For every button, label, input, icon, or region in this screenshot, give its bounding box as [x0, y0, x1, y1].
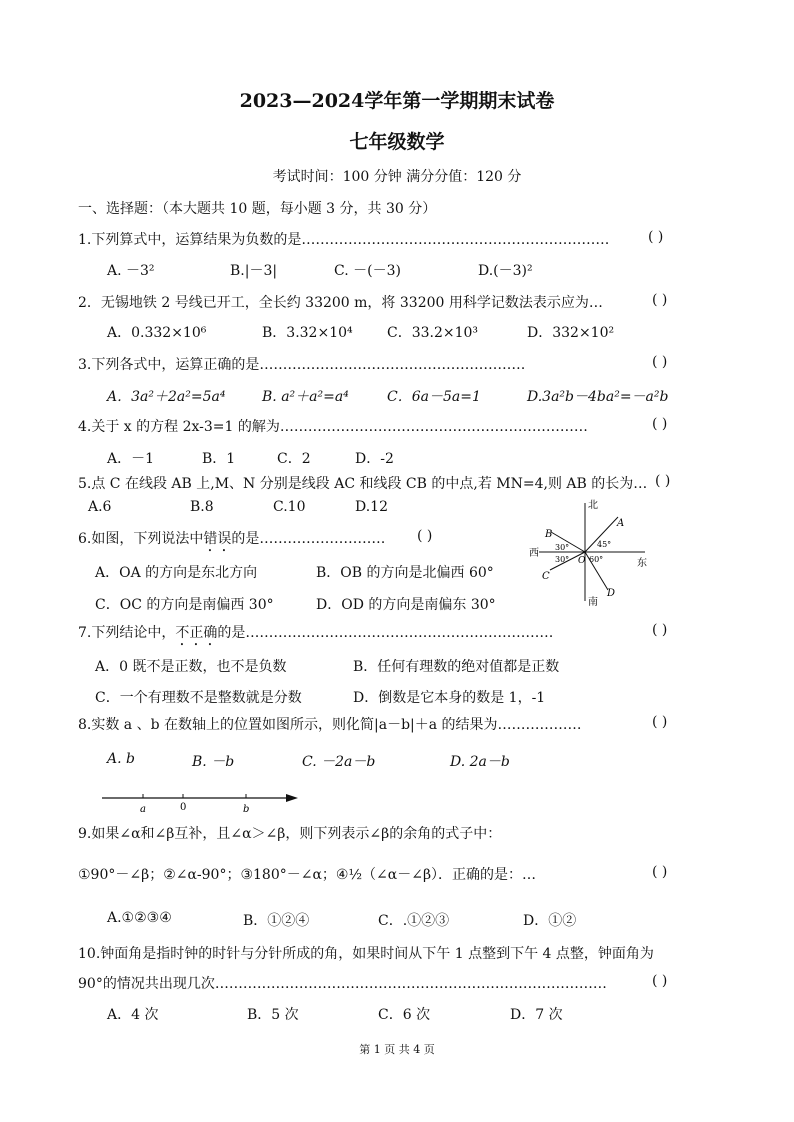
exam-title: 2023—2024学年第一学期期末试卷 — [239, 90, 555, 112]
q10-option-a: A．4 次 — [107, 1007, 159, 1023]
question-10-stem: 10.钟面角是指时钟的时针与分针所成的角，如果时间从下午 1 点整到下午 4 点整，钟面角为 — [78, 946, 654, 962]
q8-option-d: D. 2a－b — [450, 754, 510, 770]
label-east: 东 — [637, 558, 647, 569]
q2-option-d: D．332×10² — [527, 325, 615, 341]
label-b: B — [545, 529, 553, 540]
q9-option-b: B．①②④ — [243, 913, 310, 929]
label-north: 北 — [588, 500, 598, 511]
label-a-numberline: a — [140, 804, 146, 815]
q2-option-a: A．0.332×10⁶ — [107, 325, 207, 341]
q5-option-d: D.12 — [355, 499, 388, 515]
q9-option-c: C．.①②③ — [378, 913, 450, 929]
answer-paren-9: ( ) — [652, 864, 668, 880]
q8-option-a: A. b — [107, 751, 135, 767]
number-line — [100, 790, 305, 816]
label-west: 西 — [529, 548, 539, 559]
q1-option-a: A. －3² — [107, 263, 155, 279]
q4-option-d: D．-2 — [355, 451, 394, 467]
q5-option-b: B.8 — [190, 499, 214, 515]
question-8-stem: 8.实数 a 、b 在数轴上的位置如图所示，则化简|a－b|＋a 的结果为……………… — [78, 717, 582, 733]
exam-subtitle: 七年级数学 — [349, 131, 445, 153]
label-b-numberline: b — [243, 804, 250, 815]
q10-option-b: B．5 次 — [247, 1007, 299, 1023]
q8-option-b: B. －b — [192, 754, 235, 770]
q4-option-c: C．2 — [277, 451, 311, 467]
label-south: 南 — [588, 597, 598, 607]
q8-option-c: C. －2a－b — [302, 754, 376, 770]
label-a: A — [617, 518, 625, 529]
q6-option-b: B．OB 的方向是北偏西 60° — [316, 565, 494, 581]
q3-option-a: A．3a²＋2a²=5a⁴ — [107, 389, 226, 405]
question-9-line2: ①90°－∠β；②∠α-90°；③180°－∠α；④½（∠α－∠β）．正确的是：… — [78, 867, 537, 883]
q1-option-d: D.(－3)² — [478, 263, 533, 279]
section-heading: 一、选择题：（本大题共 10 题，每小题 3 分，共 30 分） — [78, 201, 437, 217]
q3-option-c: C．6a－5a=1 — [387, 389, 481, 405]
q2-option-c: C．33.2×10³ — [387, 325, 479, 341]
q6-option-d: D．OD 的方向是南偏东 30° — [316, 597, 496, 613]
q7-option-b: B．任何有理数的绝对值都是正数 — [353, 659, 560, 675]
q5-option-c: C.10 — [273, 499, 306, 515]
q2-option-b: B．3.32×10⁴ — [262, 325, 353, 341]
q5-option-a: A.6 — [88, 499, 112, 515]
q9-option-a: A.①②③④ — [107, 910, 172, 926]
q7-stem-b: 的是………………………………………………………… — [217, 625, 554, 641]
question-10-line2: 90°的情况共出现几次………………………………………………………………………… — [78, 976, 607, 992]
answer-paren-4: ( ) — [652, 416, 668, 432]
q3-option-d: D.3a²b－4ba²=－a²b — [527, 389, 669, 405]
number-line-arrow — [286, 794, 298, 802]
q7-stem-emph: 不正确 — [175, 625, 218, 641]
answer-paren-2: ( ) — [652, 292, 668, 308]
question-2-stem: 2．无锡地铁 2 号线已开工，全长约 33200 m，将 33200 用科学记数法表示应为… — [78, 295, 603, 311]
q6-stem-a: 6.如图，下列说法中 — [78, 531, 204, 547]
q10-option-c: C．6 次 — [378, 1007, 431, 1023]
answer-paren-3: ( ) — [652, 354, 668, 370]
question-4-stem: 4.关于 x 的方程 2x-3=1 的解为………………………………………………………… — [78, 419, 588, 435]
angle-label-4: 60° — [589, 555, 604, 564]
q7-stem-a: 7.下列结论中， — [78, 625, 176, 641]
label-c: C — [542, 571, 550, 582]
q6-stem-b: 的是……………………… — [231, 531, 386, 547]
question-5-stem: 5.点 C 在线段 AB 上,M、N 分别是线段 AC 和线段 CB 的中点,若 MN=4,则 AB 的长为… — [78, 476, 648, 492]
compass-figure — [525, 495, 660, 607]
label-o: O — [578, 556, 586, 566]
answer-paren-7: ( ) — [652, 622, 668, 638]
q6-stem-emph: 错误 — [203, 531, 232, 547]
angle-label-2: 45° — [597, 540, 612, 549]
answer-paren-10: ( ) — [652, 973, 668, 989]
question-9-stem: 9.如果∠α和∠β互补，且∠α＞∠β，则下列表示∠β的余角的式子中： — [78, 826, 502, 842]
q7-option-a: A．0 既不是正数，也不是负数 — [95, 659, 287, 675]
q3-option-b: B. a²＋a²=a⁴ — [262, 389, 349, 405]
q4-option-a: A．－1 — [107, 451, 155, 467]
q1-option-c: C. －(－3) — [334, 263, 401, 279]
q4-option-b: B．1 — [202, 451, 236, 467]
page-footer: 第 1 页 共 4 页 — [359, 1043, 435, 1056]
answer-paren-6: ( ) — [417, 528, 433, 544]
q7-option-c: C．一个有理数不是整数就是分数 — [95, 690, 302, 706]
question-3-stem: 3.下列各式中，运算正确的是………………………………………………… — [78, 357, 526, 373]
angle-label-3: 30° — [555, 555, 570, 564]
question-1-stem: 1.下列算式中，运算结果为负数的是………………………………………………………… — [78, 232, 610, 248]
q6-option-c: C．OC 的方向是南偏西 30° — [95, 597, 274, 613]
exam-info: 考试时间：100 分钟 满分分值：120 分 — [272, 169, 522, 185]
question-7-stem — [78, 622, 553, 649]
answer-paren-8: ( ) — [652, 714, 668, 730]
q10-option-d: D．7 次 — [510, 1007, 563, 1023]
answer-paren-5: ( ) — [655, 473, 671, 489]
q1-option-b: B.|－3| — [230, 263, 278, 279]
answer-paren-1: ( ) — [648, 229, 664, 245]
q7-option-d: D．倒数是它本身的数是 1，-1 — [353, 690, 546, 706]
q6-option-a: A．OA 的方向是东北方向 — [95, 565, 258, 581]
label-d: D — [607, 588, 616, 599]
q9-option-d: D．①② — [523, 913, 577, 929]
label-zero: 0 — [180, 802, 187, 813]
angle-label-1: 30° — [555, 543, 570, 552]
question-6-stem — [78, 528, 385, 555]
